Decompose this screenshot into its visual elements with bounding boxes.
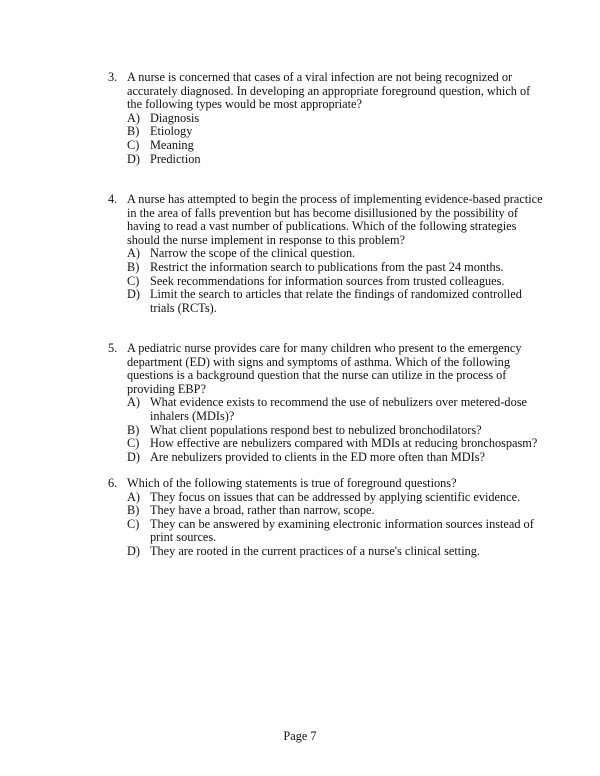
option-letter: A) [127,489,140,504]
option-letter: C) [127,273,140,288]
option-text: Are nebulizers provided to clients in the ED more often than MDIs? [150,449,485,464]
question-number: 4. [108,192,118,206]
option-letter: D) [127,151,140,166]
option-letter: B) [127,503,140,518]
option-letter: D) [127,543,140,558]
question-5 [108,342,548,464]
option-c [127,139,548,153]
option-text: They focus on issues that can be addressed by applying scientific evidence. [150,489,521,504]
option-text: They can be answered by examining electronic information sources instead of print sources. [150,516,534,545]
answer-options [127,112,548,166]
option-text: They have a broad, rather than narrow, scope. [150,503,375,518]
option-c [127,275,548,289]
option-text: Narrow the scope of the clinical question. [150,246,356,261]
option-d [127,545,548,559]
option-text: Diagnosis [150,110,200,125]
option-text: How effective are nebulizers compared with MDIs at reducing bronchospasm? [150,436,538,451]
option-letter: A) [127,110,140,125]
question-number: 3. [108,70,118,84]
option-text: What evidence exists to recommend the use of nebulizers over metered-dose inhalers (MDIs)? [150,395,527,423]
option-letter: A) [127,246,140,261]
option-text: What client populations respond best to nebulized bronchodilators? [150,422,482,437]
option-text: Limit the search to articles that relate the findings of randomized controlled trials (RCTs). [150,287,522,315]
option-letter: B) [127,259,140,274]
option-letter: B) [127,124,140,139]
option-a [127,112,548,126]
option-a [127,396,548,423]
option-b [127,261,548,275]
option-letter: D) [127,449,140,464]
answer-options [127,247,548,315]
option-a [127,491,548,505]
question-4 [108,193,548,315]
option-b [127,424,548,438]
question-number: 5. [108,341,118,355]
question-stem: A nurse has attempted to begin the process of implementing evidence-based practice in the area of falls prevention but has become disillusioned by the possibility of having to read a vast number of publications. Which of the following strategies should the nurse implement in response to this problem? [127,192,543,247]
option-text: Prediction [150,151,201,166]
option-letter: D) [127,287,140,302]
option-b [127,125,548,139]
answer-options [127,396,548,464]
page-number: Page 7 [283,729,317,743]
option-letter: C) [127,137,140,152]
question-3 [108,71,548,166]
option-text: They are rooted in the current practices of a nurse's clinical setting. [150,543,480,558]
option-d [127,288,548,315]
option-letter: B) [127,422,140,437]
option-text: Restrict the information search to publications from the past 24 months. [150,259,504,274]
option-c [127,518,548,545]
option-a [127,247,548,261]
option-d [127,153,548,167]
option-letter: C) [127,516,140,531]
question-stem: A pediatric nurse provides care for many children who present to the emergency department (ED) with signs and symptoms of asthma. Which of the following questions is a background question that the nurse can utilize in the process of providing EBP? [127,341,522,396]
option-c [127,437,548,451]
option-text: Seek recommendations for information sources from trusted colleagues. [150,273,505,288]
option-text: Etiology [150,124,193,139]
question-stem: Which of the following statements is true of foreground questions? [127,476,457,490]
question-stem: A nurse is concerned that cases of a viral infection are not being recognized or accurately diagnosed. In developing an appropriate foreground question, which of the following types would be most appropriate? [127,70,531,112]
option-d [127,451,548,465]
option-letter: C) [127,436,140,451]
answer-options [127,491,548,559]
question-number: 6. [108,476,118,490]
option-text: Meaning [150,137,194,152]
option-letter: A) [127,395,140,410]
option-b [127,504,548,518]
question-6 [108,477,548,559]
